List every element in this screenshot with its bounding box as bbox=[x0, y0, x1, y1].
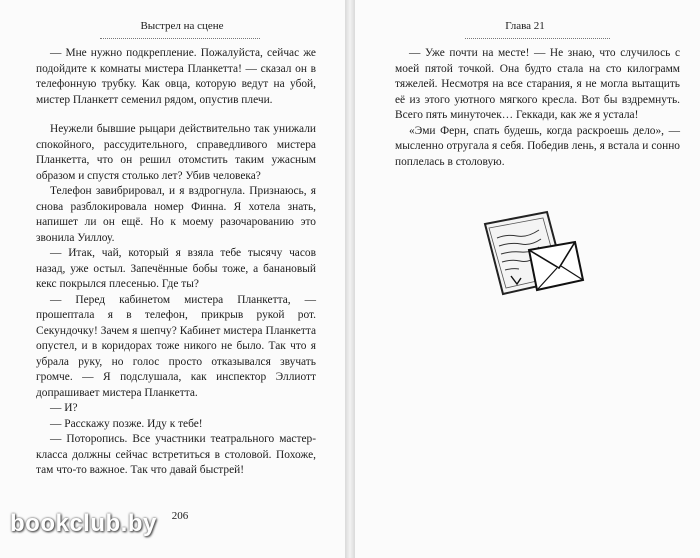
page-number: 206 bbox=[171, 510, 189, 522]
right-page-text bbox=[395, 46, 680, 170]
running-head-left: Выстрел на сцене bbox=[140, 20, 224, 32]
paragraph: Телефон завибрировал, и я вздрогнула. Признаюсь, я снова разблокировала номер Финна. Я хотела знать, напишет ли он ещё. Но к моему разочарованию это звонила Уиллоу. bbox=[36, 185, 316, 244]
paragraph: — Итак, чай, который я взяла тебе тысячу часов назад, уже остыл. Запечённые бобы тоже, а банановый кекс покрылся плесенью. Где ты? bbox=[36, 247, 316, 290]
header-rule-right bbox=[465, 38, 610, 39]
paragraph: — Перед кабинетом мистера Планкетта, — прошептала я в телефон, прикрыв рукой рот. Секундочку! Зачем я шепчу? Кабинет мистера Планкетта опустел, и в коридорах тоже никого не было. Так что я убрала руку, но голос просто отказывался звучать громче. — Я подслушала, как инспектор Эллиотт допрашивает мистера Планкетта. bbox=[36, 293, 316, 399]
letter-envelope-icon bbox=[477, 210, 587, 300]
left-page-text bbox=[36, 46, 316, 479]
paragraph: — Уже почти на месте! — Не знаю, что случилось с моей пятой точкой. Она будто стала на сто килограмм тяжелей. Несмотря на все старания, я не могла вытащить её из этого уютного мягкого кресла. Вот бы вздремнуть. Всего пять минуточек… Геккади, как же я устала! bbox=[395, 47, 680, 121]
paragraph: Неужели бывшие рыцари действительно так унижали спокойного, рассудительного, справедливого мистера Планкетта, что он решил отомстить таким ужасным образом и спустя столько лет? Убив человека? bbox=[36, 123, 316, 182]
running-head-right: Глава 21 bbox=[505, 20, 545, 32]
left-page bbox=[0, 0, 345, 558]
paragraph: — Поторопись. Все участники театрального мастер-класса должны сейчас встретиться в столовой. Похоже, там что-то важное. Так что давай быстрей! bbox=[36, 433, 316, 476]
paragraph: «Эми Ферн, спать будешь, когда раскроешь дело», — мысленно отругала я себя. Победив лень, я встала и сонно поплелась в столовую. bbox=[395, 124, 680, 168]
paragraph: — И? bbox=[50, 402, 78, 414]
right-page bbox=[355, 0, 700, 558]
book-gutter bbox=[345, 0, 355, 558]
watermark-logo: bookclub.by bbox=[10, 510, 157, 537]
header-rule-left bbox=[100, 38, 260, 39]
paragraph: — Мне нужно подкрепление. Пожалуйста, сейчас же подойдите к комнаты мистера Планкетта! — сказал он в телефонную трубку. Как овца, которую ведут на убой, мистер Планкетт семенил рядом, опустив плечи. bbox=[36, 47, 316, 106]
paragraph: — Расскажу позже. Иду к тебе! bbox=[50, 417, 203, 430]
